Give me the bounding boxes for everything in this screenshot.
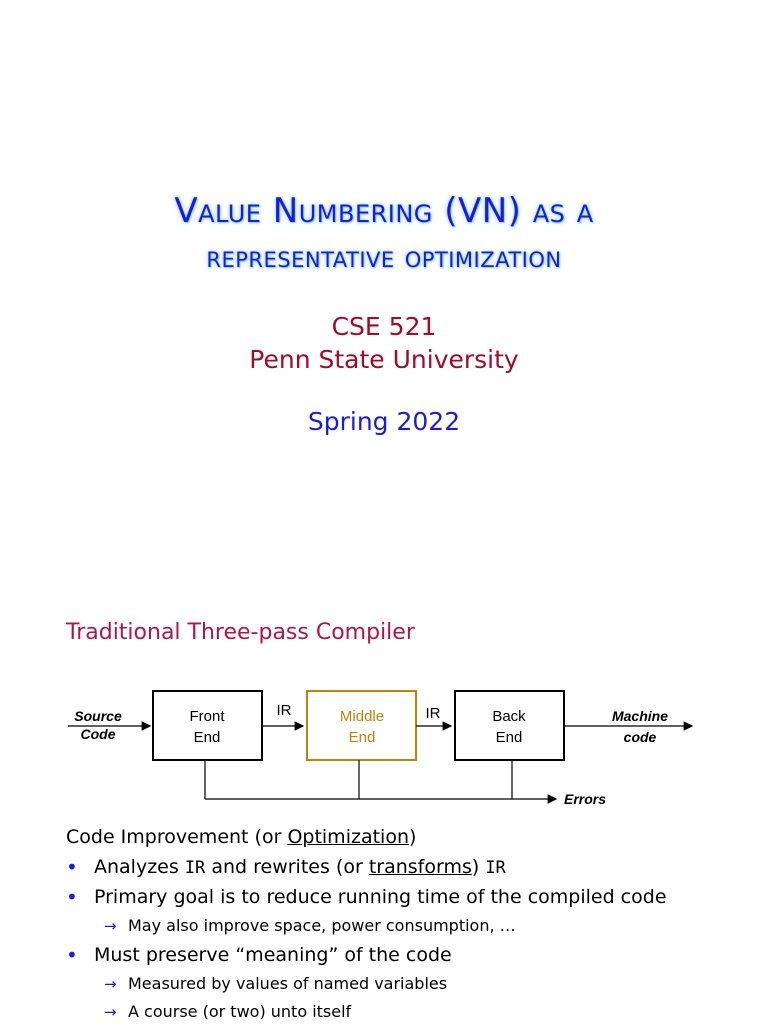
middle-end-label-1: Middle	[339, 708, 385, 725]
slide-title	[0, 186, 768, 280]
arrow-icon: →	[104, 975, 117, 993]
bullet-item: • Analyzes IR and rewrites (or transforms) IR	[66, 852, 756, 882]
arrow-icon: →	[104, 917, 117, 935]
ir-label-1: IR	[276, 702, 292, 719]
errors-label: Errors	[564, 791, 607, 807]
source-code-label-2: Code	[80, 726, 116, 742]
front-end-label-2: End	[193, 729, 221, 746]
course-info	[0, 310, 768, 376]
bullet-item: • Primary goal is to reduce running time of the compiled code	[66, 882, 756, 912]
sub-bullet-item: → A course (or two) unto itself	[66, 998, 756, 1026]
back-end-box	[455, 691, 564, 760]
bullet-item: • Must preserve “meaning” of the code	[66, 940, 756, 970]
back-end-label-1: Back	[492, 708, 526, 725]
sub-bullet-item: → Measured by values of named variables	[66, 970, 756, 998]
optimization-term: Optimization	[287, 826, 409, 848]
source-code-label-1: Source	[74, 708, 122, 724]
course-code: CSE 521	[331, 312, 437, 341]
transforms-term: transforms	[368, 856, 472, 878]
bullet-icon: •	[66, 885, 78, 909]
front-end-label-1: Front	[189, 708, 225, 725]
back-end-label-2: End	[495, 729, 523, 746]
middle-end-box	[307, 691, 416, 760]
sub-bullet-item: → May also improve space, power consumption, …	[66, 912, 756, 940]
bullet-icon: •	[66, 855, 78, 879]
arrow-icon: →	[104, 1003, 117, 1021]
machine-code-label-1: Machine	[611, 708, 669, 724]
intro-line: Code Improvement (or Optimization)	[66, 826, 417, 848]
machine-code-label-2: code	[623, 729, 657, 745]
middle-end-label-2: End	[348, 729, 376, 746]
title-line-2: representative optimization	[206, 240, 562, 275]
ir-label-2: IR	[425, 705, 441, 722]
content-list	[66, 822, 756, 1026]
title-line-1: Value Numbering (VN) as a	[174, 191, 594, 231]
university-name: Penn State University	[249, 345, 519, 374]
compiler-diagram	[0, 680, 768, 810]
section-title: Traditional Three-pass Compiler	[66, 620, 415, 645]
term: Spring 2022	[307, 407, 461, 436]
bullet-icon: •	[66, 943, 78, 967]
front-end-box	[153, 691, 262, 760]
